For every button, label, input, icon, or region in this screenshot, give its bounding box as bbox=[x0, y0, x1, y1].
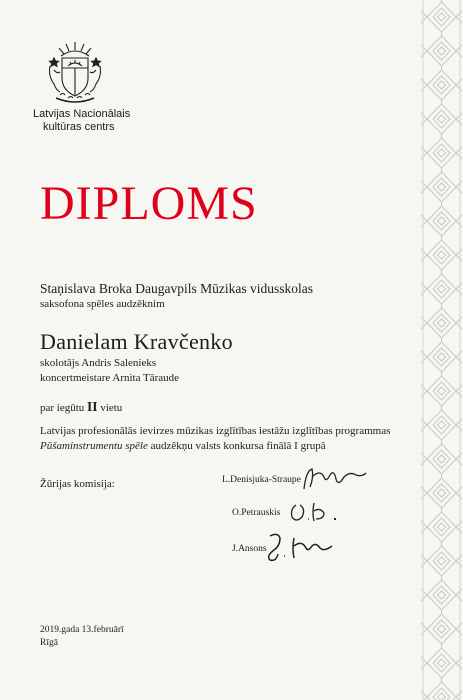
school-subtitle: saksofona spēles audzēknim bbox=[40, 298, 165, 310]
diploma-title: DIPLOMS bbox=[40, 177, 258, 230]
jury-member-3: J.Ansons bbox=[232, 544, 267, 554]
organization-name-line2: kultūras centrs bbox=[43, 121, 115, 133]
place-line bbox=[40, 399, 122, 415]
ornamental-border bbox=[420, 0, 463, 700]
teacher-line: skolotājs Andris Salenieks bbox=[40, 357, 157, 369]
jury-label: Žūrijas komisija: bbox=[40, 478, 115, 490]
latvia-coat-of-arms-icon bbox=[46, 40, 104, 106]
jury-member-2: O.Petrauskis bbox=[232, 508, 281, 518]
place-suffix: vietu bbox=[100, 402, 123, 414]
signature-3 bbox=[262, 530, 342, 566]
accompanist-line: koncertmeistare Arnita Tāraude bbox=[40, 372, 180, 384]
program-line-2-rest: audzēkņu valsts konkursa finālā I grupā bbox=[147, 440, 326, 452]
school-name: Staņislava Broka Daugavpils Mūzikas vidusskolas bbox=[40, 281, 313, 296]
recipient-name: Danielam Kravčenko bbox=[40, 329, 233, 354]
issue-date: 2019.gada 13.februārī bbox=[40, 625, 124, 635]
place-number: II bbox=[87, 399, 98, 414]
program-line-2 bbox=[40, 440, 326, 452]
program-name: Pūšaminstrumentu spēle bbox=[40, 440, 148, 452]
signature-2 bbox=[288, 497, 348, 527]
program-line-1: Latvijas profesionālās ievirzes mūzikas izglītības iestāžu izglītības programmas bbox=[40, 425, 391, 437]
organization-name-line1: Latvijas Nacionālais bbox=[33, 108, 131, 120]
place-prefix: par iegūtu bbox=[40, 402, 85, 414]
jury-member-1: L.Denisjuka-Straupe bbox=[222, 475, 301, 485]
issue-city: Rīgā bbox=[40, 638, 58, 648]
signature-1 bbox=[300, 465, 370, 495]
